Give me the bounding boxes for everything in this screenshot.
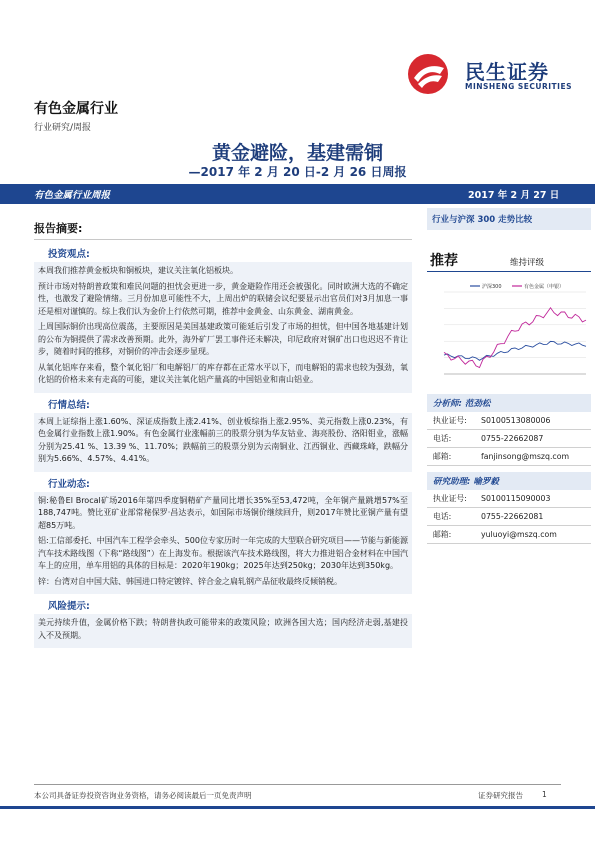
- footer-band: [0, 806, 595, 809]
- info-value: S0100115090003: [481, 494, 551, 503]
- rating-sub: 维持评级: [510, 258, 545, 268]
- analyst-info: [427, 394, 591, 544]
- logo-text-en: MINSHENG SECURITIES: [465, 82, 572, 91]
- page-number: 1: [542, 790, 547, 799]
- info-key: 电话:: [433, 512, 452, 521]
- paragraph: 铝:工信部委托、中国汽车工程学会牵头、500位专家历时一年完成的大型联合研究项目——节能与新能源汽车技术路线图（下称“路线图”）在上海发布。根据该汽车技术路线图，将大力推进铝合金材料在中国汽车上的应用，单车用铝的具体的目标是：2020年190kg；2025年达到250kg；2030年达到350kg。: [38, 536, 408, 570]
- legend-label-b: 有色金属（申银）: [524, 284, 565, 290]
- report-summary: [34, 220, 412, 651]
- minsheng-logo-mark: [400, 52, 456, 96]
- paragraph: 锌：台湾对自中国大陆、韩国进口特定镀锌、锌合金之扁轧钢产品征收最终反倾销税。: [38, 576, 342, 586]
- footer-divider: [34, 784, 561, 785]
- info-key: 邮箱:: [433, 530, 452, 539]
- info-key: 执业证号:: [433, 494, 467, 503]
- band-report-name: 有色金属行业周报: [34, 190, 111, 201]
- section-investment-view: [34, 246, 412, 393]
- paragraph: 本周上证综指上涨1.60%、深证成指数上涨2.41%、创业板综指上涨2.95%、美元指数上涨0.23%，有色金属行业指数上涨1.90%。有色金属行业涨幅前三的股票分别为华友钴业、海亮股份、洛阳钼业，涨幅分别为25.41 %、13.39 %、11.70%；跌幅前三的股票分别为云南铜业、江西铜业、西藏珠峰，跌幅分别为5.66%、4.57%、4.41%。: [38, 416, 408, 463]
- logo-text-cn: 民生证券: [465, 60, 549, 84]
- info-row: [427, 508, 591, 526]
- chart-legend: [470, 283, 564, 290]
- rating-divider: [427, 271, 591, 272]
- industry-name: 有色金属行业: [34, 101, 118, 117]
- section-heading: 行业动态:: [48, 478, 90, 490]
- info-row: [427, 430, 591, 448]
- info-key: 邮箱:: [433, 452, 452, 461]
- info-row: [427, 526, 591, 544]
- paragraph: 本周我们推荐黄金板块和铜板块，建议关注氧化铝板块。: [38, 266, 238, 275]
- legend-label-a: 沪深300: [482, 284, 502, 290]
- info-row: [427, 412, 591, 430]
- summary-heading: 报告摘要:: [34, 220, 412, 240]
- footer-disclaimer: 本公司具备证券投资咨询业务资格，请务必阅读最后一页免责声明: [34, 791, 252, 800]
- paragraph: 美元持续升值，金属价格下跌；特朗普执政可能带来的政策风险；欧洲各国大选；国内经济走弱,基建投入不及预期。: [38, 618, 408, 640]
- report-type: 行业研究/周报: [34, 123, 92, 133]
- paragraph: 铜:秘鲁El Brocal矿场2016年第四季度铜精矿产量同比增长35%至53,472吨，全年铜产量跳增57%至188,747吨。赞比亚矿业部常秘保罗·昌达表示，如国际市场铜价继续回升，则2017年赞比亚铜产量有望超85万吨。: [38, 495, 408, 530]
- info-row: [427, 490, 591, 508]
- section-heading: 行情总结:: [48, 399, 90, 411]
- paragraph: 上周国际铜价出现高位震荡，主要原因是美国基建政策可能延后引发了市场的担忧，但中国各地基建计划的公布为铜提供了需求改善预期。此外，海外矿厂罢工事件还未解决，印尼政府对铜矿出口也迟迟不肯让步，随着时间的推移，对铜价的冲击会逐步显现。: [38, 322, 408, 356]
- info-value[interactable]: yuluoyi@mszq.com: [481, 530, 557, 539]
- analyst-heading: 分析师: 范劲松: [427, 394, 591, 412]
- footer-label: 证券研究报告: [478, 791, 523, 800]
- info-value: S0100513080006: [481, 416, 551, 425]
- section-risk: [34, 598, 412, 648]
- chart-grid: [444, 292, 586, 374]
- trend-chart: [430, 278, 590, 384]
- info-row: [427, 448, 591, 466]
- report-subtitle: —2017 年 2 月 20 日-2 月 26 日周报: [188, 165, 407, 179]
- info-value: 0755-22662081: [481, 512, 544, 521]
- assistant-heading: 研究助理: 喻罗毅: [427, 472, 591, 490]
- section-heading: 投资观点:: [48, 249, 90, 260]
- info-key: 电话:: [433, 434, 452, 443]
- section-industry-news: [34, 476, 412, 595]
- info-value: 0755-22662087: [481, 434, 544, 443]
- chart-lines: [444, 308, 586, 368]
- section-market-summary: [34, 397, 412, 472]
- chart-title: 行业与沪深 300 走势比较: [432, 215, 533, 225]
- info-value[interactable]: fanjinsong@mszq.com: [481, 452, 570, 461]
- section-heading: 风险提示:: [48, 601, 90, 612]
- info-key: 执业证号:: [433, 416, 467, 425]
- report-title: 黄金避险，基建需铜: [211, 142, 383, 164]
- paragraph: 从氧化铝库存来看，整个氧化铝厂和电解铝厂的库存都在正常水平以下，而电解铝的需求也较为强劲，氧化铝的价格未来有走高的可能，建议关注氧化铝产量高的中国铝业和南山铝业。: [38, 362, 408, 384]
- paragraph: 预计市场对特朗普政策和难民问题的担忧会更进一步，黄金避险作用还会被强化。同时欧洲大选的不确定性，也激发了避险情绪。三月份加息可能性不大，上周出炉的联储会议纪要显示出官员们对3月加息一事还是相对谨慎的。综上我们认为金价上行依然可期，推荐中金黄金、山东黄金、湖南黄金。: [38, 281, 408, 316]
- rating: 推荐: [430, 253, 458, 269]
- band-report-date: 2017 年 2 月 27 日: [468, 190, 560, 201]
